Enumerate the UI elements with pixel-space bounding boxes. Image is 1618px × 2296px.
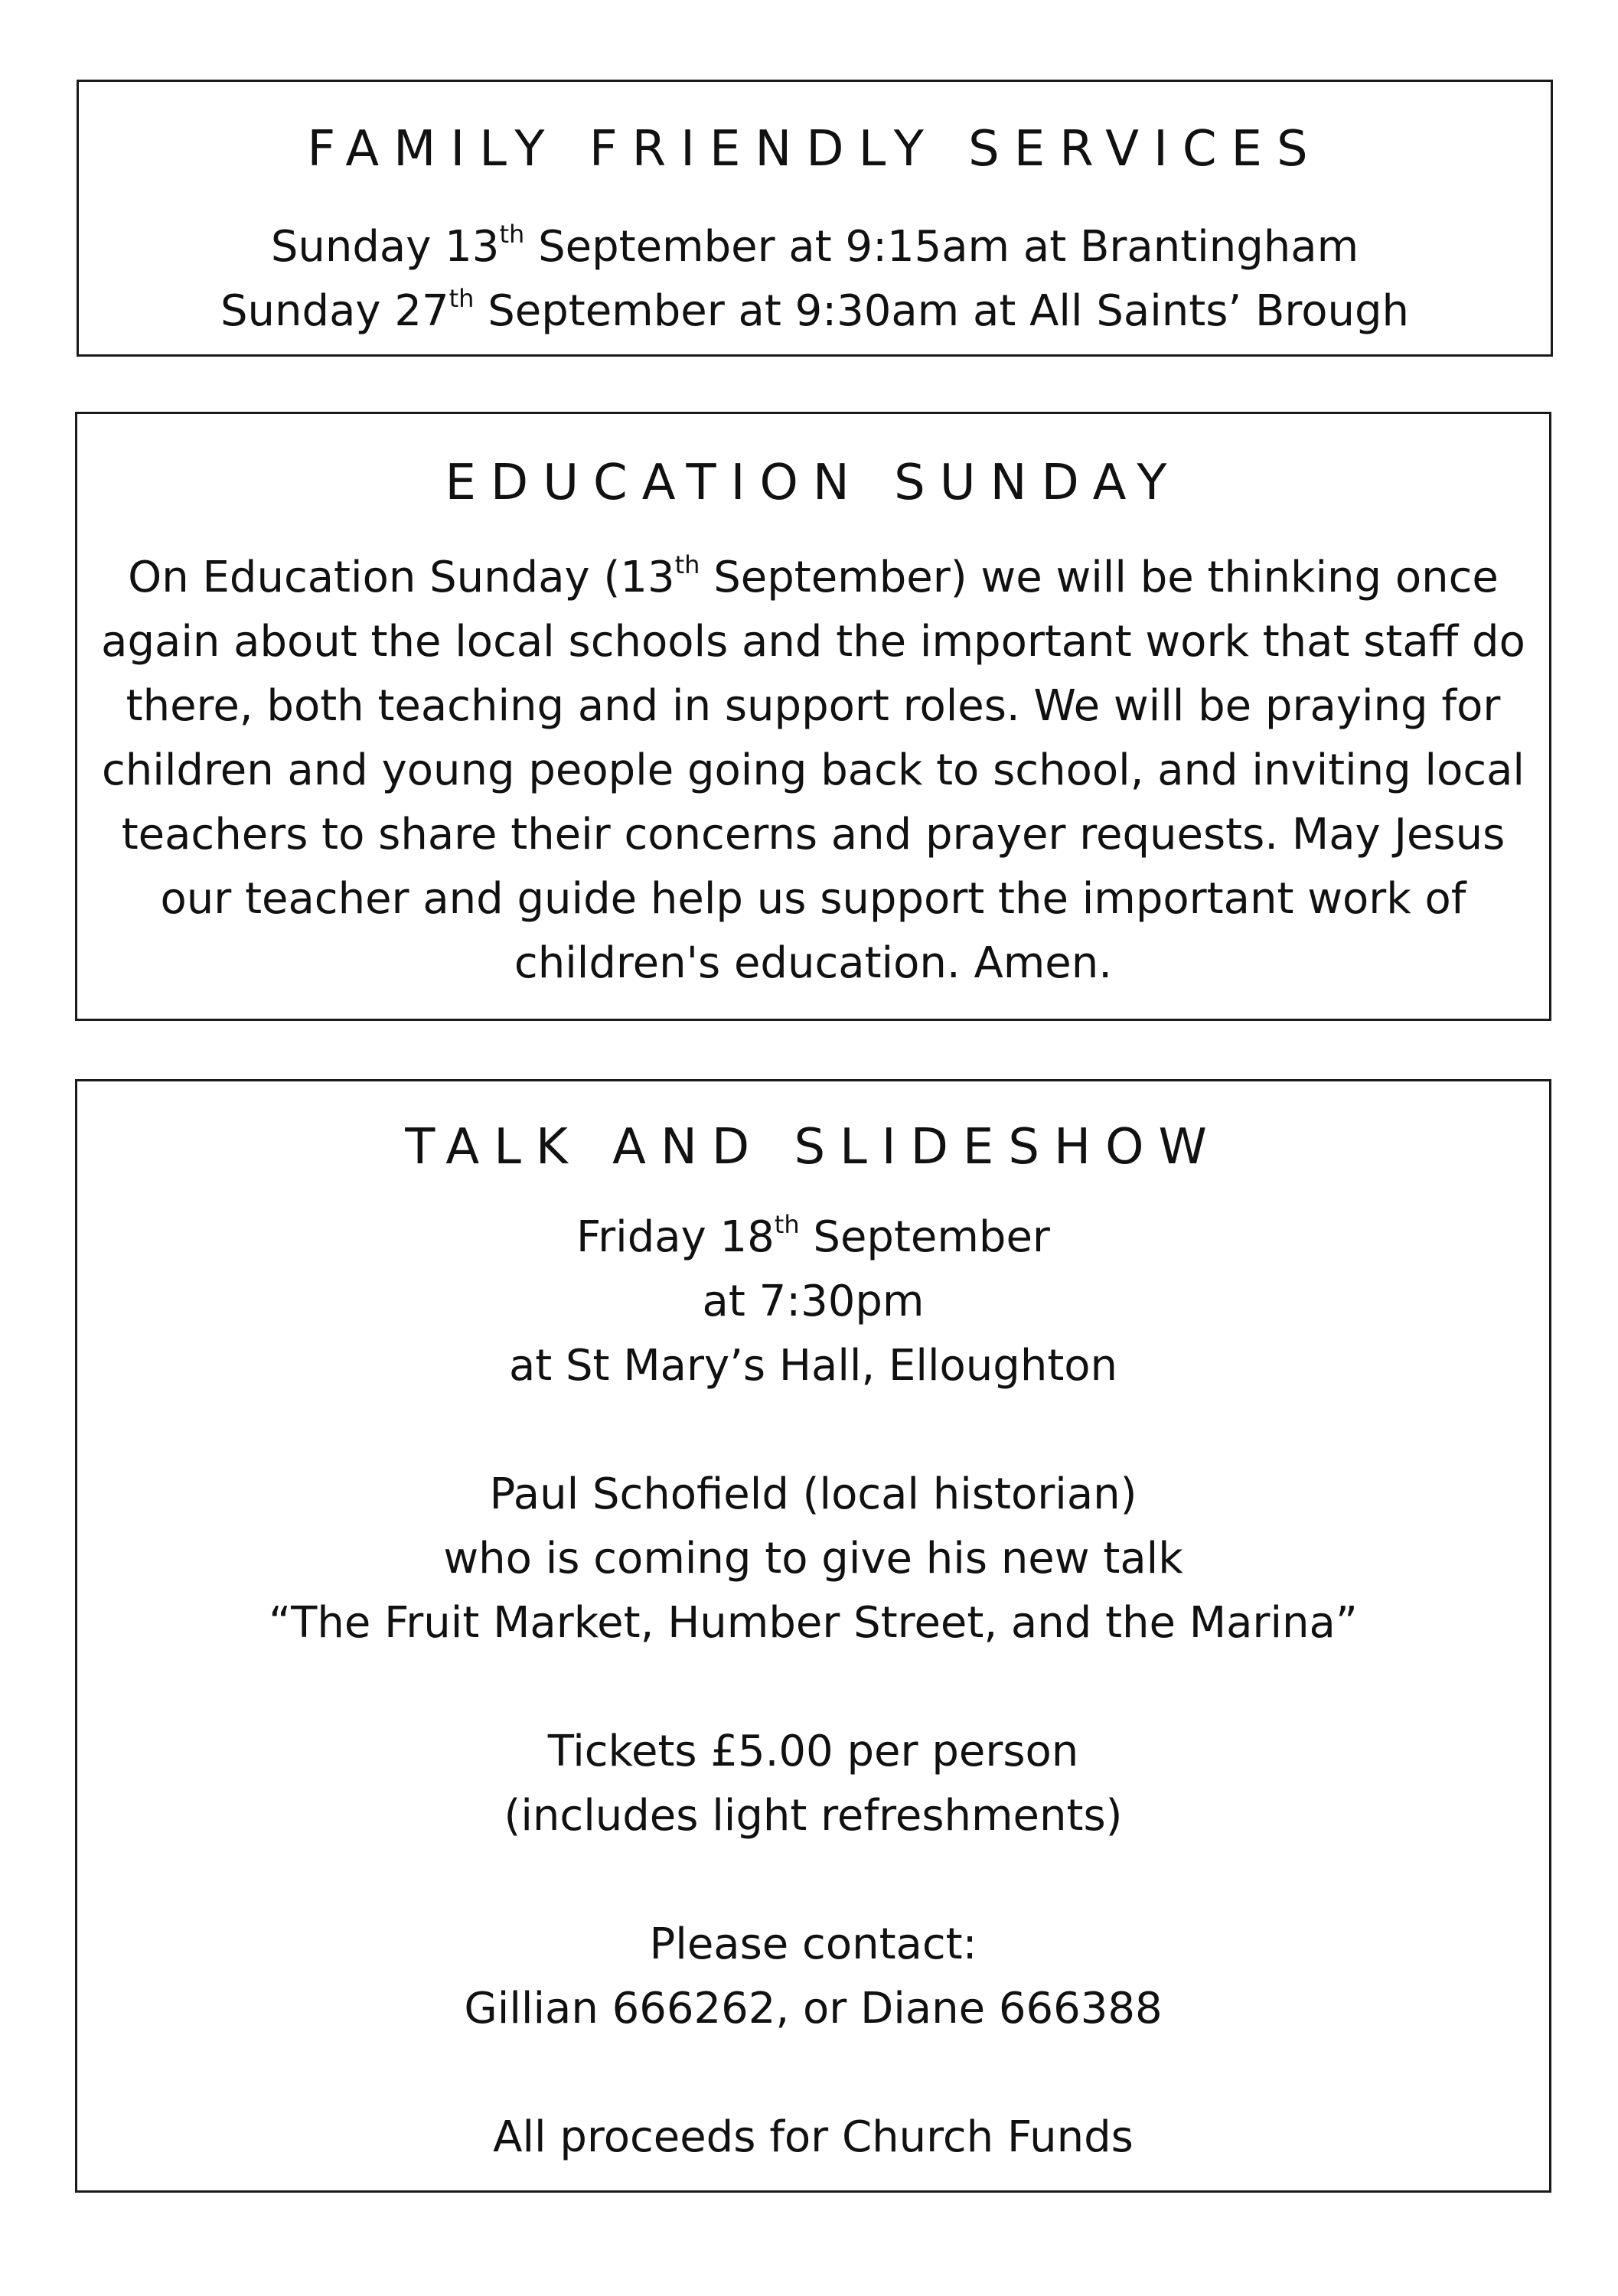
talk-tickets-note: (includes light refreshments) [504, 1791, 1123, 1841]
talk-time: at 7:30pm [702, 1277, 925, 1326]
talk-contact-names: Gillian 666262, or Diane 666388 [464, 1984, 1163, 2033]
education-line-4: children and young people going back to school, and inviting local [102, 745, 1525, 795]
education-line-1: On Education Sunday (13th September) we will be thinking once [128, 550, 1499, 602]
family-services-title: FAMILY FRIENDLY SERVICES [307, 121, 1323, 178]
education-sunday-box [75, 412, 1551, 1021]
talk-speaker: Paul Schofield (local historian) [489, 1469, 1137, 1519]
family-services-box [77, 80, 1553, 357]
education-line-6: our teacher and guide help us support the important work of [160, 874, 1466, 924]
education-line-3: there, both teaching and in support roles. We will be praying for [126, 681, 1501, 731]
talk-slideshow-body [77, 1205, 1549, 2170]
talk-date: Friday 18th September [576, 1210, 1050, 1262]
family-service-line-2: Sunday 27th September at 9:30am at All Saints’ Brough [220, 284, 1409, 336]
talk-slideshow-title: TALK AND SLIDESHOW [405, 1119, 1222, 1176]
talk-contact-label: Please contact: [649, 1919, 977, 1969]
education-sunday-title: EDUCATION SUNDAY [445, 455, 1182, 511]
education-sunday-body [77, 546, 1549, 996]
talk-proceeds: All proceeds for Church Funds [493, 2112, 1134, 2162]
education-line-5: teachers to share their concerns and prayer requests. May Jesus [121, 810, 1505, 859]
education-line-7: children's education. Amen. [514, 938, 1113, 988]
talk-slideshow-box [75, 1079, 1551, 2193]
talk-speaker-note: who is coming to give his new talk [443, 1534, 1183, 1583]
family-service-line-1: Sunday 13th September at 9:15am at Brantingham [270, 220, 1359, 272]
talk-venue: at St Mary’s Hall, Elloughton [508, 1341, 1118, 1391]
talk-title: “The Fruit Market, Humber Street, and the Marina” [269, 1598, 1358, 1648]
talk-tickets: Tickets £5.00 per person [547, 1727, 1079, 1776]
education-line-2: again about the local schools and the important work that staff do [101, 617, 1525, 667]
